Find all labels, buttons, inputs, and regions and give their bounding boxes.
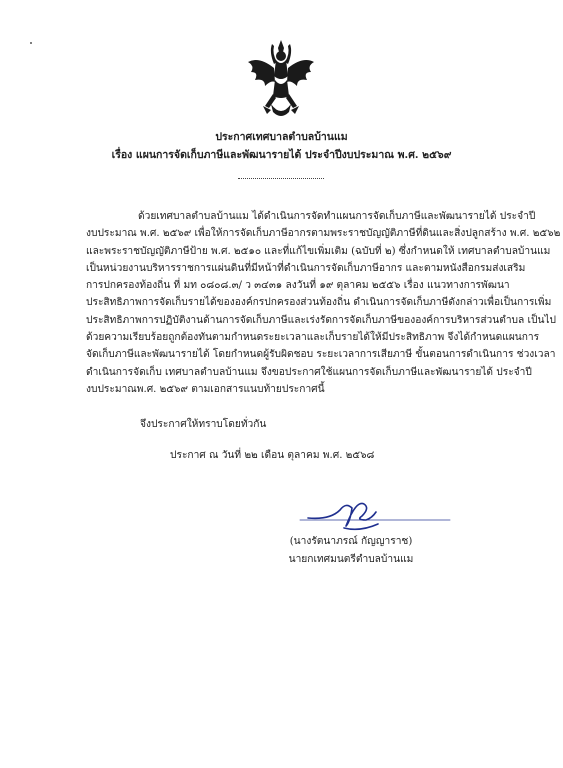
body-line: งบประมาณ พ.ศ. ๒๕๖๙ เพื่อให้การจัดเก็บภาษีอากรตามพระราชบัญญัติภาษีที่ดินและสิ่งปลูกสร้าง พ.ศ. ๒๕๖๒ xyxy=(86,228,561,240)
body-line: จัดเก็บภาษีและพัฒนารายได้ โดยกำหนดผู้รับผิดชอบ ระยะเวลาการเสียภาษี ขั้นตอนการดำเนินการ ช่วงเวลา xyxy=(86,349,556,361)
dotted-separator xyxy=(238,178,324,179)
scan-speck xyxy=(30,42,32,44)
garuda-emblem-icon xyxy=(245,38,317,120)
body-line: และพระราชบัญญัติภาษีป้าย พ.ศ. ๒๕๑๐ และที่แก้ไขเพิ่มเติม (ฉบับที่ ๒) ซึ่งกำหนดให้ เทศบาลตำบลบ้านแม xyxy=(86,245,551,257)
given-date: ประกาศ ณ วันที่ ๒๒ เดือน ตุลาคม พ.ศ. ๒๕๖๘ xyxy=(170,450,375,461)
body-line: การปกครองท้องถิ่น ที่ มท ๐๘๐๘.๓/ ว ๓๔๓๑ ลงวันที่ ๑๙ ตุลาคม ๒๕๕๖ เรื่อง แนวทางการพัฒนา xyxy=(86,280,510,292)
body-paragraph xyxy=(86,208,561,398)
notice-title: ประกาศเทศบาลตำบลบ้านแม xyxy=(215,131,348,143)
body-line: ดำเนินการจัดเก็บ เทศบาลตำบลบ้านแม จึงขอประกาศใช้แผนการจัดเก็บภาษีและพัฒนารายได้ ประจำปี xyxy=(86,366,532,378)
body-line: ประสิทธิภาพการจัดเก็บรายได้ขององค์กรปกครองส่วนท้องถิ่น ดำเนินการจัดเก็บภาษีดังกล่าวเพื่อเป็นการเพิ่ม xyxy=(86,297,552,309)
notice-subject: เรื่อง แผนการจัดเก็บภาษีและพัฒนารายได้ ประจำปีงบประมาณ พ.ศ. ๒๕๖๙ xyxy=(111,149,452,161)
notice-statement: จึงประกาศให้ทราบโดยทั่วกัน xyxy=(140,419,267,430)
body-line: เป็นหน่วยงานบริหารราชการแผ่นดินที่มีหน้าที่ดำเนินการจัดเก็บภาษีอากร และตามหนังสือกรมส่งเสริม xyxy=(86,262,526,274)
body-line: ด้วยเทศบาลตำบลบ้านแม ได้ดำเนินการจัดทำแผนการจัดเก็บภาษีและพัฒนารายได้ ประจำปี xyxy=(138,211,536,222)
body-line: งบประมาณพ.ศ. ๒๕๖๙ ตามเอกสารแนบท้ายประกาศนี้ xyxy=(86,383,325,395)
signer-name: (นางรัตนาภรณ์ กัญญาราช) xyxy=(289,536,413,547)
signature-icon xyxy=(300,488,450,538)
signer-position: นายกเทศมนตรีตำบลบ้านแม xyxy=(288,554,414,565)
body-line: ด้วยความเรียบร้อยถูกต้องทันตามกำหนดระยะเวลาและเก็บรายได้ให้มีประสิทธิภาพ จึงได้กำหนดแผนการ xyxy=(86,332,540,344)
body-line: ประสิทธิภาพการปฏิบัติงานด้านการจัดเก็บภาษีและเร่งรัดการจัดเก็บภาษีขององค์การบริหารส่วนตำบล เป็นไป xyxy=(86,314,557,326)
